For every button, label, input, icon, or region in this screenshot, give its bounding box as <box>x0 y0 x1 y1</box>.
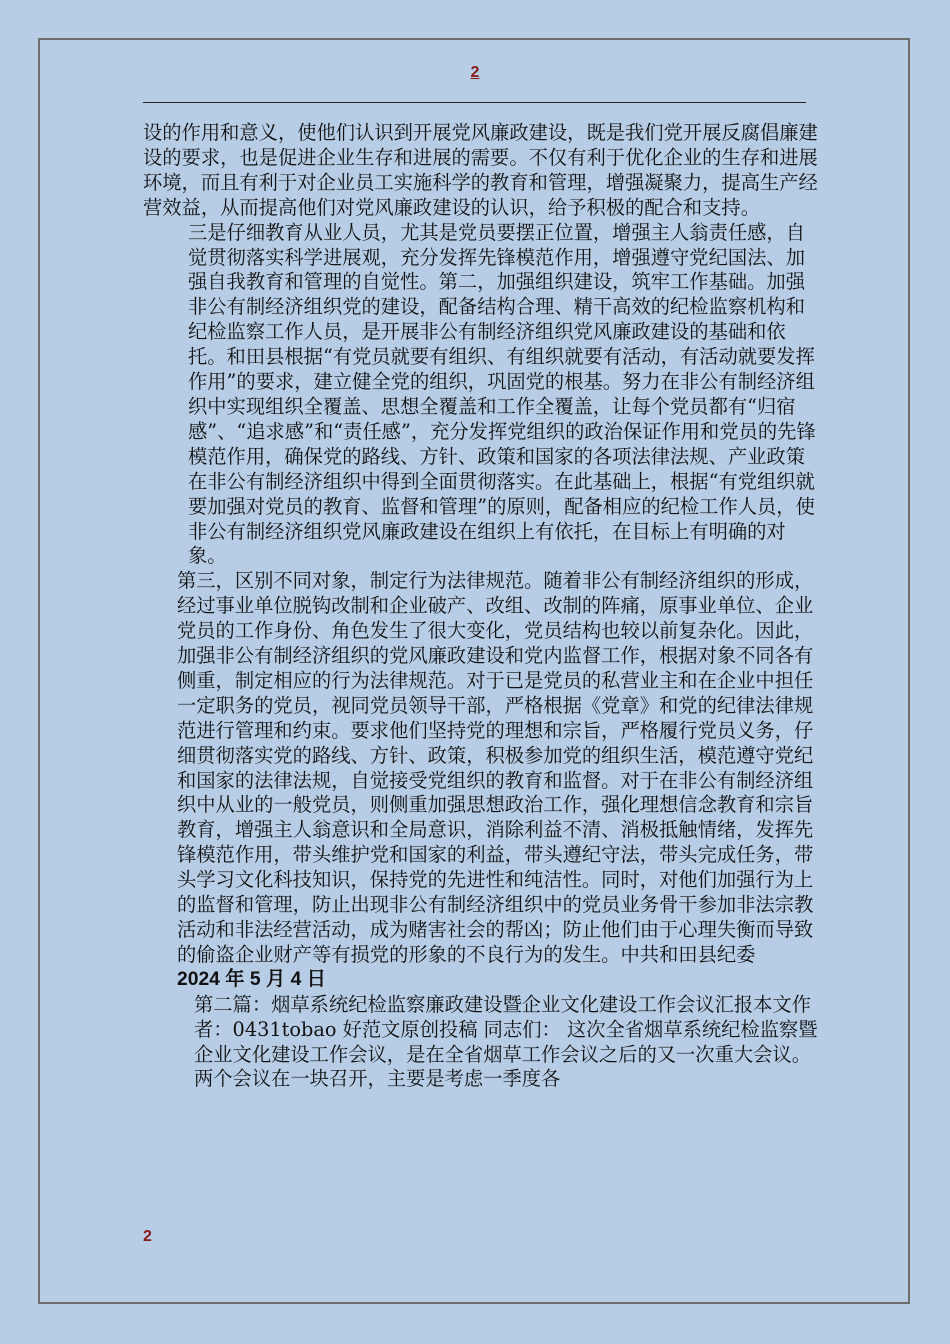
header-divider <box>143 102 806 103</box>
paragraph-point-three: 三是仔细教育从业人员，尤其是党员要摆正位置，增强主人翁责任感，自觉贯彻落实科学进展观，充分发挥先锋模范作用，增强遵守党纪国法、加强自我教育和管理的自觉性。第二，加强组织建设，筑牢工作基础。加强非公有制经济组织党的建设，配备结构合理、精干高效的纪检监察机构和纪检监察工作人员，是开展非公有制经济组织党风廉政建设的基础和依托。和田县根据“有党员就要有组织、有组织就要有活动，有活动就要发挥作用”的要求，建立健全党的组织，巩固党的根基。努力在非公有制经济组织中实现组织全覆盖、思想全覆盖和工作全覆盖，让每个党员都有“归宿感”、“追求感”和“责任感”，充分发挥党组织的政治保证作用和党员的先锋模范作用，确保党的路线、方针、政策和国家的各项法律法规、产业政策在非公有制经济组织中得到全面贯彻落实。在此基础上，根据“有党组织就要加强对党员的教育、监督和管理”的原则，配备相应的纪检工作人员，使非公有制经济组织党风廉政建设在组织上有依托，在目标上有明确的对象。 <box>188 220 816 568</box>
document-body <box>143 121 819 1092</box>
paragraph-second-article: 第二篇：烟草系统纪检监察廉政建设暨企业文化建设工作会议汇报本文作者：0431tobao 好范文原创投稿 同志们： 这次全省烟草系统纪检监察暨企业文化建设工作会议，是在全省烟草工作会议之后的又一次重大会议。两个会议在一块召开，主要是考虑一季度各 <box>194 992 818 1091</box>
header-page-number: 2 <box>470 64 480 81</box>
paragraph-continuation: 设的作用和意义，使他们认识到开展党风廉政建设，既是我们党开展反腐倡廉建设的要求，也是促进企业生存和进展的需要。不仅有利于优化企业的生存和进展环境，而且有利于对企业员工实施科学的教育和管理，增强凝聚力，提高生产经营效益，从而提高他们对党风廉政建设的认识，给予积极的配合和支持。 <box>143 121 818 219</box>
date-line: 2024 年 5 月 4 日 <box>177 968 326 990</box>
paragraph-third: 第三，区别不同对象，制定行为法律规范。随着非公有制经济组织的形成，经过事业单位脱钩改制和企业破产、改组、改制的阵痛，原事业单位、企业党员的工作身份、角色发生了很大变化，党员结构也较以前复杂化。因此，加强非公有制经济组织的党风廉政建设和党内监督工作，根据对象不同各有侧重，制定相应的行为法律规范。对于已是党员的私营业主和在企业中担任一定职务的党员，视同党员领导干部，严格根据《党章》和党的纪律法律规范进行管理和约束。要求他们坚持党的理想和宗旨，严格履行党员义务，仔细贯彻落实党的路线、方针、政策，积极参加党的组织生活，模范遵守党纪和国家的法律法规，自觉接受党组织的教育和监督。对于在非公有制经济组织中从业的一般党员，则侧重加强思想政治工作，强化理想信念教育和宗旨教育，增强主人翁意识和全局意识，消除利益不清、消极抵触情绪，发挥先锋模范作用，带头维护党和国家的利益，带头遵纪守法，带头完成任务，带头学习文化科技知识，保持党的先进性和纯洁性。同时，对他们加强行为上的监督和管理，防止出现非公有制经济组织中的党员业务骨干参加非法宗教活动和非法经营活动，成为赌害社会的帮凶；防止他们由于心理失衡而导致的偷盗企业财产等有损党的形象的不良行为的发生。中共和田县纪委 <box>177 569 814 966</box>
footer-page-number: 2 <box>143 1228 152 1245</box>
